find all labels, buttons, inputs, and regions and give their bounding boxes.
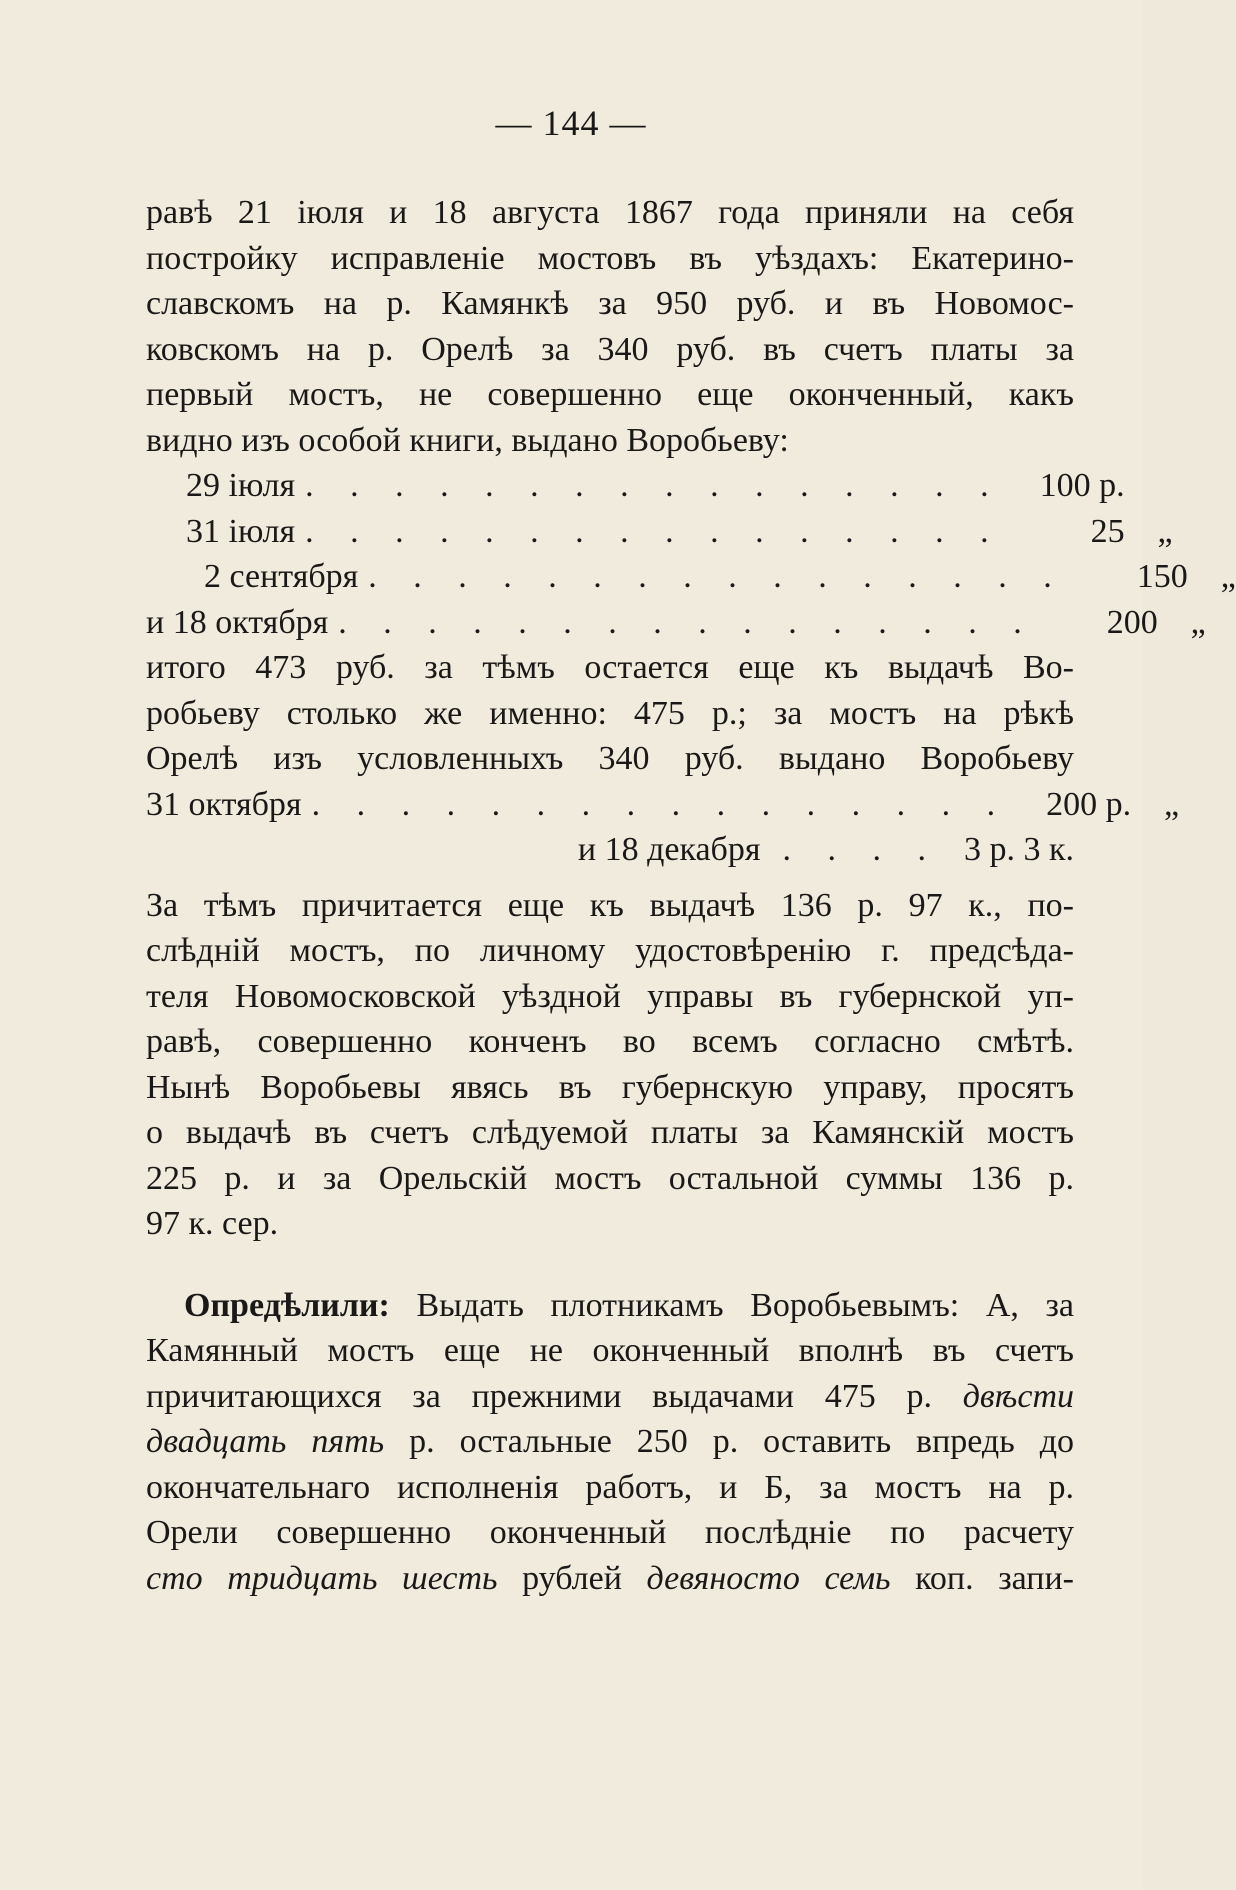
ledger-row [146,600,1206,646]
text-line [146,1283,1074,1329]
text-line: 97 к. сер. [146,1205,279,1242]
payment-ledger-1 [146,463,1236,645]
ledger-amount: 150 [1136,558,1188,595]
text-line: Орелѣ изъ условленныхъ 340 руб. выдано Воробьеву [146,740,1074,777]
text-line: постройку исправленіе мостовъ въ уѣздахъ: Екатерино- [146,239,1074,277]
text-line: 225 р. и за Орельскій мостъ остальной суммы 136 р. [146,1159,1074,1197]
text-line: первый мостъ, не совершенно еще оконченный, какъ [146,376,1074,413]
ditto-mark: „ [1157,512,1173,550]
ledger-amount: 25 [1090,512,1125,550]
ledger-row [146,509,1173,555]
italic-amount-words: двадцать пять [146,1423,385,1460]
ledger-date: и 18 декабря [577,831,761,868]
leader-dots: . . . . [782,831,940,868]
ditto-mark: „ [1163,785,1180,823]
text-line [146,1419,1074,1465]
leader-dots: . . . . . . . . . . . . . . . . [338,603,1036,641]
ledger-date: 29 іюля [186,467,296,504]
leader-dots: . . . . . . . . . . . . . . . . [311,785,1010,823]
ledger-date: 2 сентября [204,558,359,595]
paragraph-1 [146,190,1074,463]
leader-dots: . . . . . . . . . . . . . . . . [368,558,1066,595]
text-span: коп. запи- [915,1559,1075,1597]
text-line: Камянный мостъ еще не оконченный вполнѣ въ счетъ [146,1332,1074,1369]
text-line: равѣ 21 іюля и 18 августа 1867 года приняли на себя [146,194,1074,231]
ledger-amount: 200 р. [1046,785,1132,823]
text-line: славскомъ на р. Камянкѣ за 950 руб. и въ Новомос- [146,285,1074,322]
ledger-row [146,554,1236,600]
text-line [146,1374,1074,1420]
ledger-date: 31 октября [146,785,302,823]
ledger-row [146,782,1180,828]
text-line: слѣдній мостъ, по личному удостовѣренію г. предсѣда- [146,932,1074,969]
payment-ledger-2 [146,782,1180,873]
ledger-date: 31 іюля [186,512,296,550]
text-line: За тѣмъ причитается еще къ выдачѣ 136 р. 97 к., по- [146,886,1074,924]
text-span: рублей [522,1559,622,1597]
ledger-amount: 3 р. 3 к. [963,831,1074,868]
paragraph-2 [146,645,1074,782]
text-line: равѣ, совершенно конченъ во всемъ согласно смѣтѣ. [146,1023,1074,1060]
paragraph-3 [146,883,1074,1247]
text-line: о выдачѣ въ счетъ слѣдуемой платы за Камянскій мостъ [146,1114,1074,1151]
resolution-paragraph [146,1283,1074,1602]
text-line: видно изъ особой книги, выдано Воробьеву: [146,421,789,459]
text-span: причитающихся за прежними выдачами 475 р. [146,1377,932,1415]
ditto-mark: „ [1220,558,1236,595]
text-span: р. остальные 250 р. оставить впредь до [409,1423,1074,1460]
ditto-mark: „ [1190,603,1206,641]
ledger-row [146,827,1074,873]
text-line: окончательнаго исполненія работъ, и Б, за мостъ на р. [146,1468,1074,1506]
text-line: теля Новомосковской уѣздной управы въ губернской уп- [146,977,1074,1015]
text-line: ковскомъ на р. Орелѣ за 340 руб. въ счетъ платы за [146,330,1074,368]
text-line: Нынѣ Воробьевы явясь въ губернскую управу, просятъ [146,1068,1074,1106]
leader-dots: . . . . . . . . . . . . . . . . [305,512,1003,550]
body-text [146,190,1236,1601]
italic-amount-words: девяносто семь [646,1559,891,1597]
ledger-amount: 100 р. [1039,467,1125,504]
page-number: — 144 — [495,103,647,143]
italic-amount-words: сто тридцать шесть [146,1559,498,1597]
ledger-amount: 200 [1106,603,1158,641]
italic-amount-words: двѣсти [962,1377,1074,1415]
ledger-date: и 18 октября [146,603,329,641]
resolution-heading: Опредѣлили: [184,1286,390,1324]
ledger-row [146,463,1125,509]
text-line: итого 473 руб. за тѣмъ остается еще къ выдачѣ Во- [146,649,1074,686]
text-span: Выдать плотникамъ Воробьевымъ: А, за [416,1286,1075,1324]
text-line: Орели совершенно оконченный послѣдніе по расчету [146,1514,1074,1551]
leader-dots: . . . . . . . . . . . . . . . . [305,467,1003,504]
text-line [146,1556,1074,1602]
text-line: робьеву столько же именно: 475 р.; за мостъ на рѣкѣ [146,694,1074,732]
